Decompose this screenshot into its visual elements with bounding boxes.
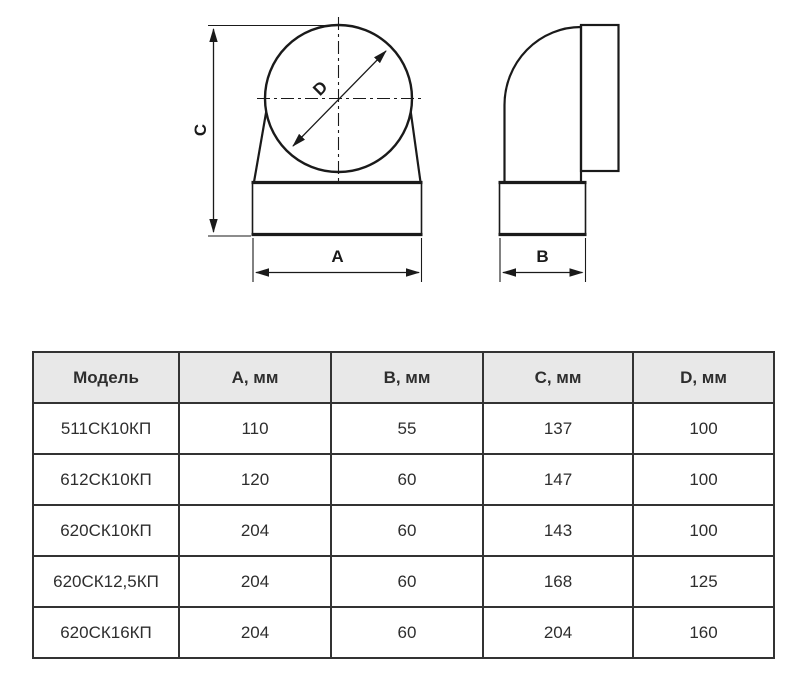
cell-model: 620СК12,5КП: [33, 556, 179, 607]
table-row: [33, 607, 774, 658]
side-socket-rect: [581, 25, 619, 171]
table-row: [33, 454, 774, 505]
header-a-mm: А, мм: [179, 352, 331, 403]
table-row: [33, 556, 774, 607]
spec-table: [32, 351, 775, 659]
technical-drawing: [0, 0, 805, 330]
front-view: [252, 17, 425, 235]
cell-b: 60: [331, 505, 483, 556]
cell-b: 60: [331, 556, 483, 607]
cell-c: 204: [483, 607, 633, 658]
cell-a: 204: [179, 556, 331, 607]
cell-c: 168: [483, 556, 633, 607]
cell-a: 204: [179, 607, 331, 658]
cell-model: 620СК16КП: [33, 607, 179, 658]
dimension-label-b: B: [536, 247, 549, 266]
cell-model: 511СК10КП: [33, 403, 179, 454]
table-row: [33, 403, 774, 454]
dimension-label-a: A: [331, 247, 344, 266]
dimension-label-c: C: [191, 123, 210, 137]
cell-c: 143: [483, 505, 633, 556]
cell-b: 60: [331, 454, 483, 505]
cell-b: 55: [331, 403, 483, 454]
cell-d: 100: [633, 403, 774, 454]
header-c-mm: С, мм: [483, 352, 633, 403]
front-right-tangent-line: [411, 110, 421, 182]
cell-a: 120: [179, 454, 331, 505]
cell-b: 60: [331, 607, 483, 658]
side-view: [499, 25, 619, 235]
dimension-label-d: D: [309, 77, 332, 100]
header-model: Модель: [33, 352, 179, 403]
header-d-mm: D, мм: [633, 352, 774, 403]
cell-model: 612СК10КП: [33, 454, 179, 505]
cell-a: 110: [179, 403, 331, 454]
side-duct-rect: [500, 183, 586, 235]
cell-a: 204: [179, 505, 331, 556]
table-row: [33, 505, 774, 556]
front-duct-rect: [253, 183, 422, 235]
header-b-mm: В, мм: [331, 352, 483, 403]
front-left-tangent-line: [254, 110, 267, 182]
cell-d: 125: [633, 556, 774, 607]
side-elbow-outline: [505, 27, 582, 182]
cell-c: 137: [483, 403, 633, 454]
cell-d: 160: [633, 607, 774, 658]
cell-d: 100: [633, 454, 774, 505]
spec-table-header-row: [33, 352, 774, 403]
cell-model: 620СК10КП: [33, 505, 179, 556]
cell-d: 100: [633, 505, 774, 556]
cell-c: 147: [483, 454, 633, 505]
